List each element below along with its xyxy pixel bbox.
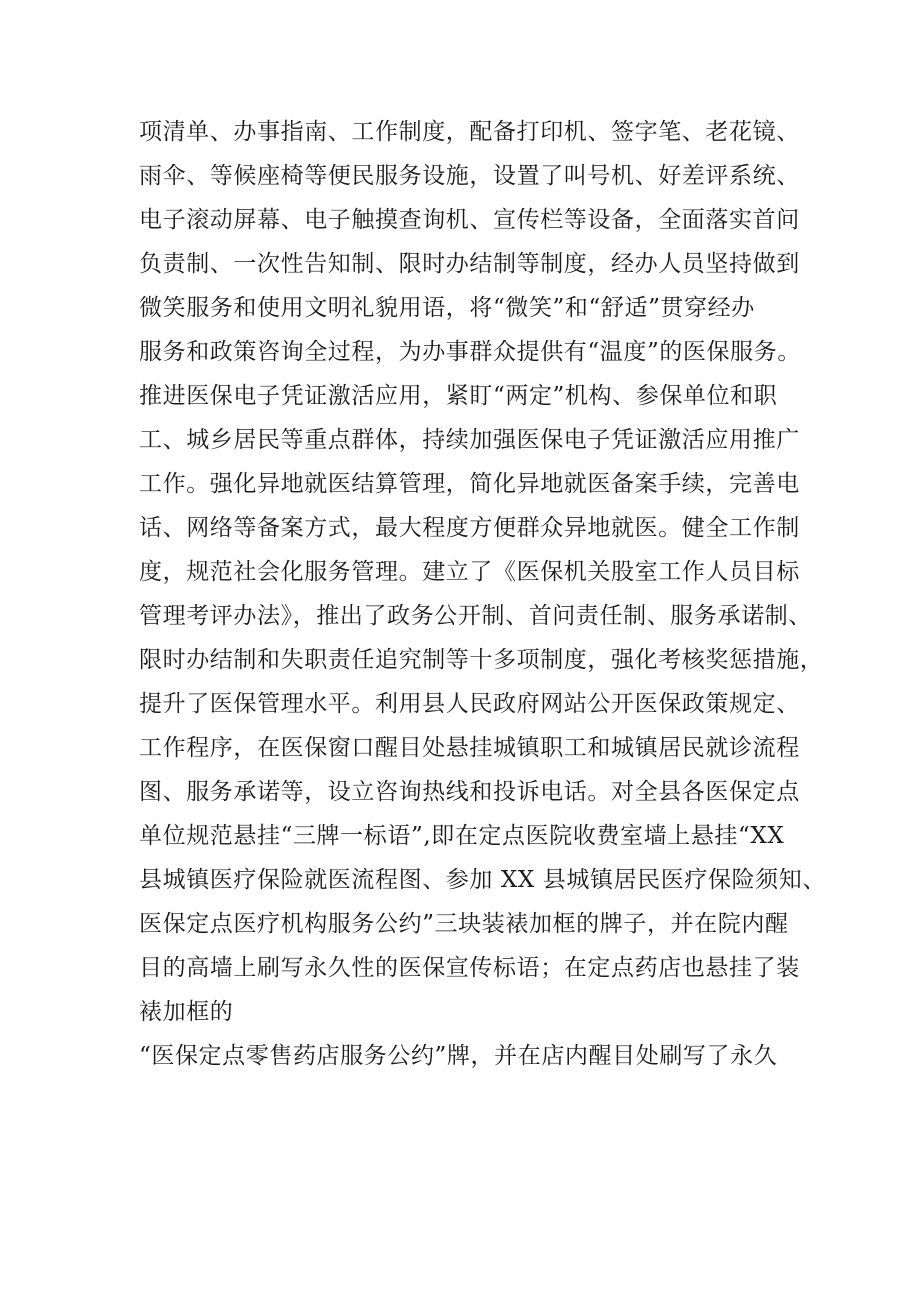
text-line: 限时办结制和失职责任追究制等十多项制度，强化考核奖惩措施，: [139, 647, 824, 673]
text-line: 工作程序，在医保窗口醒目处悬挂城镇职工和城镇居民就诊流程: [139, 735, 800, 761]
text-line: 微笑服务和使用文明礼貌用语，将“微笑”和“舒适”贯穿经办: [139, 295, 755, 321]
text-line: 负责制、一次性告知制、限时办结制等制度，经办人员坚持做到: [139, 251, 800, 277]
text-line: 服务和政策咨询全过程，为办事群众提供有“温度”的医保服务。: [139, 339, 801, 365]
text-line: 度，规范社会化服务管理。建立了《医保机关股室工作人员目标: [139, 559, 800, 585]
text-line: 话、网络等备案方式，最大程度方便群众异地就医。健全工作制: [139, 515, 800, 541]
text-line: 工、城乡居民等重点群体，持续加强医保电子凭证激活应用推广: [139, 427, 800, 453]
text-line: “医保定点零售药店服务公约”牌，并在店内醒目处刷写了永久: [139, 1043, 778, 1069]
text-line: 工作。强化异地就医结算管理，简化异地就医备案手续，完善电: [139, 471, 800, 497]
text-line: 提升了医保管理水平。利用县人民政府网站公开医保政策规定、: [139, 691, 800, 717]
text-line: 裱加框的: [139, 999, 234, 1025]
text-line: 雨伞、等候座椅等便民服务设施，设置了叫号机、好差评系统、: [139, 163, 800, 189]
body-text: [139, 110, 826, 1078]
text-line: 单位规范悬挂“三牌一标语”,即在定点医院收费室墙上悬挂“XX: [139, 823, 785, 849]
text-line: 推进医保电子凭证激活应用，紧盯“两定”机构、参保单位和职: [139, 383, 778, 409]
text-line: 目的高墙上刷写永久性的医保宣传标语；在定点药店也悬挂了装: [139, 955, 800, 981]
text-line: 管理考评办法》，推出了政务公开制、首问责任制、服务承诺制、: [139, 603, 812, 629]
text-line: 县城镇医疗保险就医流程图、参加 XX 县城镇居民医疗保险须知、: [139, 867, 826, 893]
text-line: 图、服务承诺等，设立咨询热线和投诉电话。对全县各医保定点: [139, 779, 800, 805]
text-line: 电子滚动屏幕、电子触摸查询机、宣传栏等设备，全面落实首问: [139, 207, 800, 233]
text-line: 项清单、办事指南、工作制度，配备打印机、签字笔、老花镜、: [139, 119, 800, 145]
text-line: 医保定点医疗机构服务公约”三块装裱加框的牌子，并在院内醒: [139, 911, 789, 937]
